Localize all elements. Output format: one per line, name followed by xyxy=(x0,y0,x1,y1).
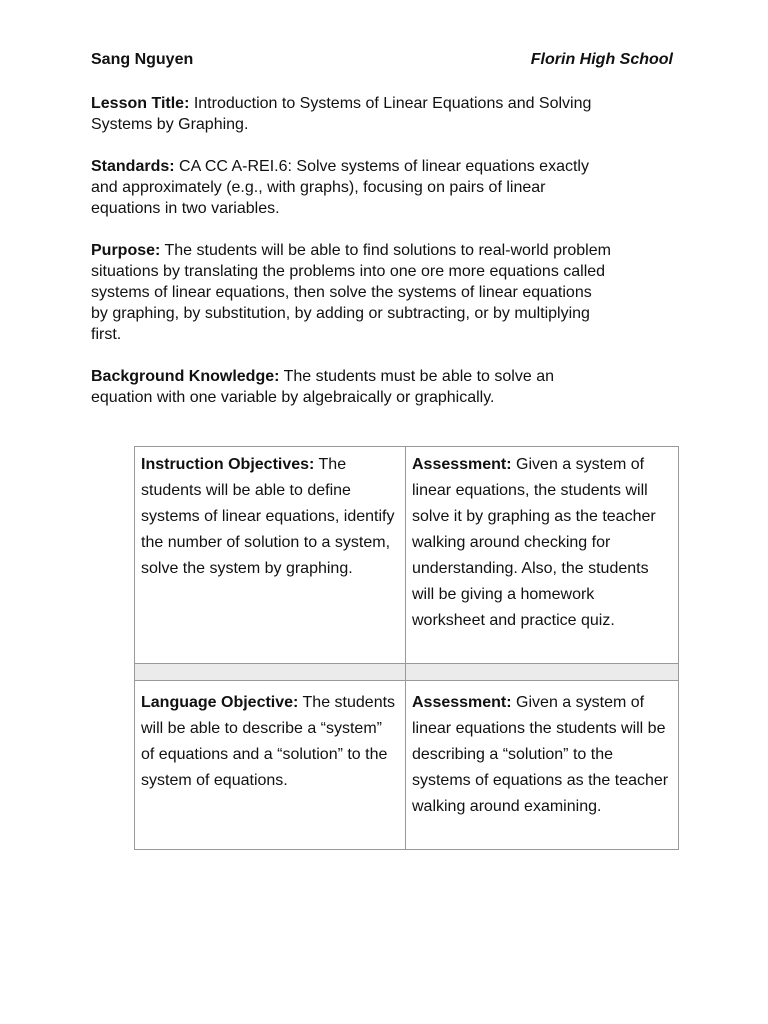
document-page xyxy=(91,50,681,408)
objectives-table xyxy=(134,446,679,850)
purpose-paragraph xyxy=(91,240,611,345)
instruction-assessment-cell xyxy=(405,447,678,664)
purpose-text: The students will be able to find solutions to real-world problem situations by translating the problems into one ore more equations called systems of linear equations, then solve the systems of linear equations by graphing, by substitution, by adding or subtracting, or by multiplying first. xyxy=(91,242,611,343)
author-name: Sang Nguyen xyxy=(91,51,194,68)
document-header xyxy=(91,50,681,70)
instruction-assessment-label: Assessment: xyxy=(411,456,512,473)
table-spacer-row xyxy=(135,664,679,681)
lesson-title-label: Lesson Title: xyxy=(91,95,190,112)
table-row xyxy=(135,681,679,850)
instruction-objectives-text: The students will be able to define systems of linear equations, identify the number of solution to a system, solve the system by graphing. xyxy=(141,456,395,577)
instruction-objectives-label: Instruction Objectives: xyxy=(141,456,315,473)
language-objective-text: The students will be able to describe a “system” of equations and a “solution” to the system of equations. xyxy=(141,694,396,789)
background-knowledge-paragraph xyxy=(91,366,611,408)
standards-label: Standards: xyxy=(91,158,175,175)
language-assessment-label: Assessment: xyxy=(411,694,512,711)
language-objective-label: Language Objective: xyxy=(141,694,299,711)
instruction-objectives-cell xyxy=(135,447,406,664)
background-knowledge-label: Background Knowledge: xyxy=(91,368,280,385)
lesson-title-text: Introduction to Systems of Linear Equations and Solving Systems by Graphing. xyxy=(91,95,592,133)
standards-paragraph xyxy=(91,156,611,219)
language-assessment-cell xyxy=(405,681,678,850)
table-row xyxy=(135,447,679,664)
instruction-assessment-text: Given a system of linear equations, the students will solve it by graphing as the teacher walking around checking for understanding. Also, the students will be giving a homework worksheet and practice quiz. xyxy=(411,456,656,629)
school-name: Florin High School xyxy=(530,51,673,68)
lesson-title-paragraph xyxy=(91,93,651,135)
language-assessment-text: Given a system of linear equations the students will be describing a “solution” to the systems of equations as the teacher walking around examining. xyxy=(411,694,669,815)
purpose-label: Purpose: xyxy=(91,242,161,259)
spacer-cell xyxy=(135,664,406,681)
background-knowledge-text: The students must be able to solve an equation with one variable by algebraically or graphically. xyxy=(91,368,554,406)
spacer-cell xyxy=(405,664,678,681)
standards-text: CA CC A-REI.6: Solve systems of linear equations exactly and approximately (e.g., with graphs), focusing on pairs of linear equations in two variables. xyxy=(91,158,589,217)
language-objective-cell xyxy=(135,681,406,850)
